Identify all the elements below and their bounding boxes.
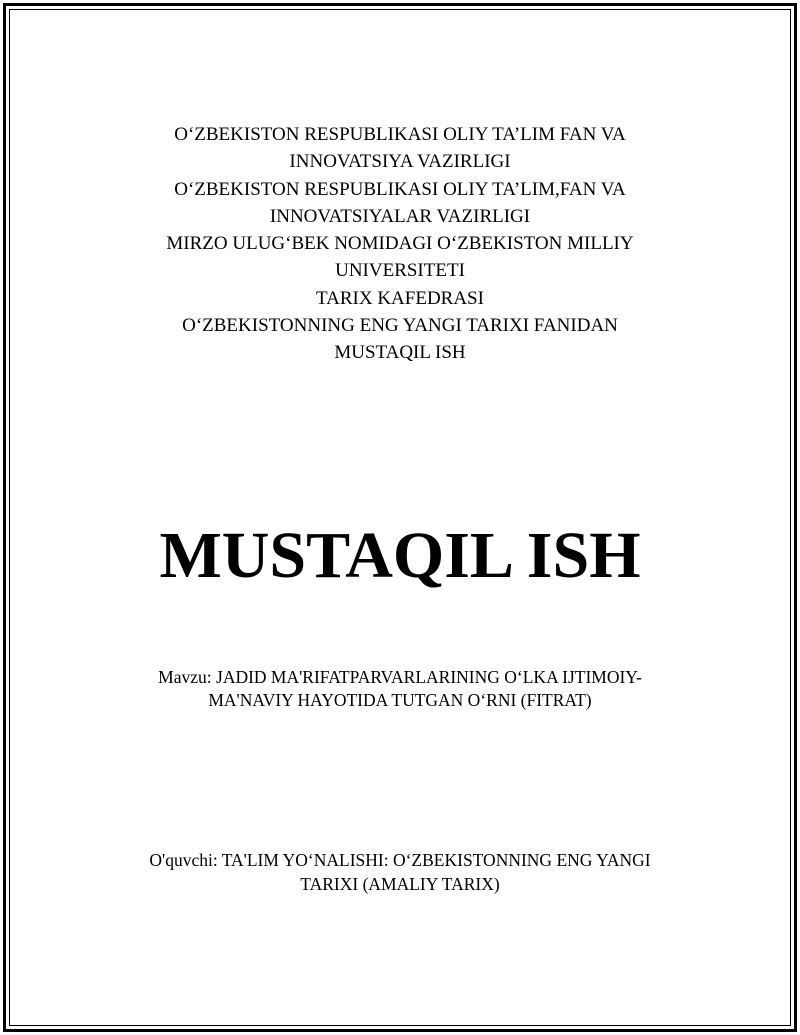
topic-block — [60, 666, 740, 712]
header-line-department: TARIX KAFEDRASI — [316, 287, 484, 309]
header-line-university-2: UNIVERSITETI — [335, 260, 465, 282]
header-block — [60, 121, 740, 367]
header-line-ministry-3: O‘ZBEKISTON RESPUBLIKASI OLIY TA’LIM,FAN VA — [174, 178, 626, 200]
student-line-2: TARIXI (AMALIY TARIX) — [300, 874, 500, 894]
student-block — [60, 848, 740, 896]
header-line-ministry-4: INNOVATSIYALAR VAZIRLIGI — [269, 205, 531, 227]
page-title: MUSTAQIL ISH — [159, 519, 641, 592]
student-line-1: O'quvchi: TA'LIM YO‘NALISHI: O‘ZBEKISTONNING ENG YANGI — [149, 850, 651, 870]
header-line-subject: O‘ZBEKISTONNING ENG YANGI TARIXI FANIDAN — [182, 315, 618, 337]
header-line-work-type: MUSTAQIL ISH — [334, 342, 466, 364]
header-line-ministry-2: INNOVATSIYA VAZIRLIGI — [289, 151, 511, 173]
header-line-university-1: MIRZO ULUG‘BEK NOMIDAGI O‘ZBEKISTON MILLIY — [166, 233, 634, 255]
header-line-ministry-1: O‘ZBEKISTON RESPUBLIKASI OLIY TA’LIM FAN VA — [174, 124, 626, 145]
topic-line-1: Mavzu: JADID MA'RIFATPARVARLARINING O‘LKA IJTIMOIY- — [158, 667, 642, 687]
topic-line-2: MA'NAVIY HAYOTIDA TUTGAN O‘RNI (FITRAT) — [208, 690, 592, 710]
